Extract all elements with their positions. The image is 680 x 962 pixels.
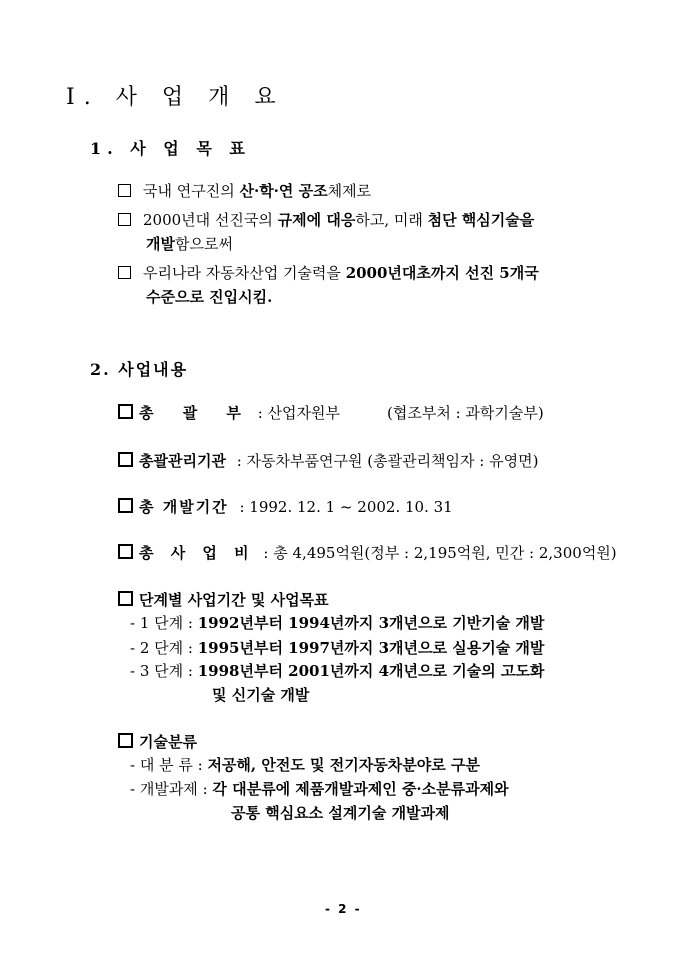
goal-item-continuation <box>146 286 272 307</box>
tech-text: 각 대분류에 제품개발과제인 중·소분류과제와 <box>212 780 509 798</box>
goal-item <box>118 209 534 230</box>
phase-item <box>130 660 544 681</box>
goal-text-emphasis: 첨단 핵심기술을 <box>427 211 535 229</box>
goal-text: 우리나라 자동차산업 기술력을 <box>143 264 346 282</box>
director-value: : 산업자원부 <box>257 404 340 422</box>
goal-text-emphasis: 규제에 대응 <box>277 211 356 229</box>
tech-title: 기술분류 <box>139 733 197 751</box>
checkbox-square-icon <box>118 184 131 197</box>
page-number: - 2 - <box>325 902 362 916</box>
goal-text: 하고, 미래 <box>355 211 428 229</box>
tech-prefix: - 대 분 류 : <box>130 756 208 774</box>
phase-prefix: - 1 단계 : <box>130 614 198 632</box>
goal-text-emphasis: 산·학·연 공조 <box>239 182 328 200</box>
tech-prefix: - 개발과제 : <box>130 780 213 798</box>
phase-text: 1995년부터 1997년까지 3개년으로 실용기술 개발 <box>197 639 545 657</box>
goal-item <box>118 262 539 283</box>
goal-item <box>118 180 371 201</box>
phase-item <box>130 612 544 633</box>
budget-value: : 총 4,495억원(정부 : 2,195억원, 민간 : 2,300억원) <box>263 544 617 562</box>
tech-continuation: 공통 핵심요소 설계기술 개발과제 <box>231 804 450 822</box>
checkbox-square-icon <box>118 452 133 467</box>
section-title: Ⅰ. 사 업 개 요 <box>66 85 285 110</box>
period-label: 총 개발기간 <box>139 498 229 516</box>
director-row <box>118 402 340 423</box>
phases-title-row <box>118 589 329 610</box>
phase-continuation: 및 신기술 개발 <box>212 686 310 704</box>
tech-title-row <box>118 731 197 752</box>
phase-prefix: - 2 단계 : <box>130 639 198 657</box>
checkbox-square-icon <box>118 591 133 606</box>
agency-value: : 자동차부품연구원 (총괄관리책임자 : 유영면) <box>236 452 539 470</box>
goal-text: 체제로 <box>327 182 372 200</box>
agency-label: 총괄관리기관 <box>139 452 226 470</box>
phase-prefix: - 3 단계 : <box>130 662 198 680</box>
goal-item-continuation <box>146 233 233 254</box>
phase-item <box>130 637 544 658</box>
checkbox-square-icon <box>118 266 131 279</box>
period-row <box>118 496 453 517</box>
goal-text-emphasis: 개발 <box>146 235 175 253</box>
goal-text: 함으로써 <box>174 235 233 253</box>
tech-item <box>130 754 480 775</box>
goal-text-emphasis: 수준으로 진입시킴. <box>146 288 273 306</box>
period-value: : 1992. 12. 1 ~ 2002. 10. 31 <box>239 498 453 516</box>
phases-title: 단계별 사업기간 및 사업목표 <box>139 591 329 609</box>
tech-text: 저공해, 안전도 및 전기자동차분야로 구분 <box>207 756 480 774</box>
goal-text-emphasis: 2000년대초까지 선진 5개국 <box>345 264 539 282</box>
budget-label: 총 사 업 비 <box>139 544 255 562</box>
director-coop: (협조부처 : 과학기술부) <box>387 404 544 422</box>
goal-text: 국내 연구진의 <box>143 182 240 200</box>
checkbox-square-icon <box>118 733 133 748</box>
goals-heading: 1. 사 업 목 표 <box>90 139 251 158</box>
agency-row <box>118 450 538 471</box>
checkbox-square-icon <box>118 498 133 513</box>
director-label: 총 괄 부 <box>139 404 253 422</box>
checkbox-square-icon <box>118 404 133 419</box>
phase-text: 1998년부터 2001년까지 4개년으로 기술의 고도화 <box>197 662 545 680</box>
goal-text: 2000년대 선진국의 <box>143 211 278 229</box>
content-heading: 2. 사업내용 <box>90 360 189 379</box>
phase-text: 1992년부터 1994년까지 3개년으로 기반기술 개발 <box>197 614 545 632</box>
checkbox-square-icon <box>118 544 133 559</box>
checkbox-square-icon <box>118 213 131 226</box>
tech-item <box>130 778 509 799</box>
budget-row <box>118 542 617 563</box>
